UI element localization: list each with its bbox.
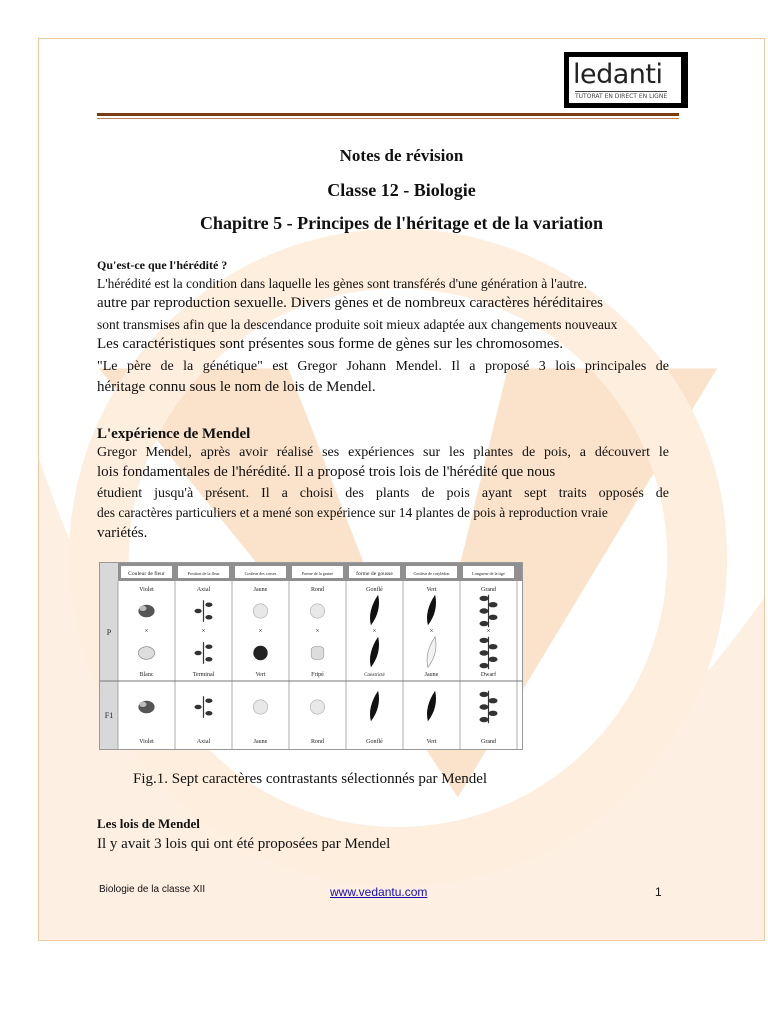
plant-leaf <box>489 602 498 607</box>
plant-leaf <box>205 711 212 716</box>
cross-symbol: × <box>258 627 263 635</box>
paragraph-line: Il y avait 3 lois qui ont été proposées par Mendel <box>97 836 391 852</box>
trait-label: Axial <box>196 739 211 745</box>
traits-table <box>100 563 522 749</box>
paragraph-line: variétés. <box>97 525 148 541</box>
paragraph-line: L'hérédité est la condition dans laquelle les gènes sont transférés d'une génération à l'autre. <box>97 276 588 291</box>
doc-title-notes: Notes de révision <box>339 146 464 165</box>
trait-label: Jaune <box>424 672 439 678</box>
header-rule-thin <box>97 118 679 119</box>
paragraph-line: des caractères particuliers et a mené son expérience sur 14 plantes de pois à reproduction vraie <box>97 505 608 520</box>
plant-leaf <box>195 705 202 710</box>
plant-leaf <box>489 657 498 662</box>
table-header-label: Longueur de la tige <box>472 571 505 576</box>
paragraph-line: Les caractéristiques sont présentes sous forme de gènes sur les chromosomes. <box>97 336 564 352</box>
trait-label: Gonflé <box>366 739 383 745</box>
page <box>38 38 765 941</box>
plant-leaf <box>480 692 489 697</box>
trait-label: Grand <box>481 587 496 593</box>
paragraph-line: lois fondamentales de l'hérédité. Il a proposé trois lois de l'hérédité que nous <box>97 464 556 480</box>
section-heading-lois: Les lois de Mendel <box>97 816 200 831</box>
paragraph-line: étudient jusqu'à présent. Il a choisi des plants de pois ayant sept traits opposés de <box>97 486 669 501</box>
trait-label: Blanc <box>139 672 154 678</box>
doc-title-class: Classe 12 - Biologie <box>327 180 476 200</box>
trait-label: Jaune <box>253 739 268 745</box>
plant-leaf <box>205 615 212 620</box>
trait-label: Terminal <box>192 672 215 678</box>
trait-label: Vert <box>426 739 437 745</box>
trait-label: Violet <box>139 739 154 745</box>
cross-symbol: × <box>144 627 149 635</box>
trait-label: Rond <box>310 587 325 593</box>
wrinkled-seed-icon <box>311 647 324 660</box>
paragraph-line: sont transmises afin que la descendance produite soit mieux adaptée aux changements nouveaux <box>97 317 618 332</box>
paragraph-line: autre par reproduction sexuelle. Divers gènes et de nombreux caractères héréditaires <box>97 295 604 311</box>
logo-tagline: TUTORAT EN DIRECT EN LIGNE <box>575 93 668 100</box>
plant-leaf <box>489 644 498 649</box>
table-header-label: Forme de la graine <box>301 571 334 576</box>
cross-symbol: × <box>372 627 377 635</box>
pod-icon <box>370 637 379 668</box>
plant-leaf <box>195 651 202 656</box>
flower-icon <box>138 647 154 660</box>
trait-label: Vert <box>255 672 266 678</box>
row-label-p: P <box>106 628 112 637</box>
header-rule <box>97 113 679 116</box>
seed-icon <box>310 700 324 714</box>
pod-icon <box>427 595 436 626</box>
cross-symbol: × <box>201 627 206 635</box>
doc-title-chapter: Chapitre 5 - Principes de l'héritage et de la variation <box>199 213 604 233</box>
seed-icon <box>253 700 267 714</box>
paragraph-line: héritage connu sous le nom de lois de Mendel. <box>97 379 376 395</box>
plant-leaf <box>205 698 212 703</box>
trait-label: Fripé <box>311 672 324 678</box>
pod-icon <box>370 691 379 722</box>
trait-label: Axial <box>196 587 211 593</box>
plant-leaf <box>480 717 489 722</box>
flower-petal <box>139 606 146 611</box>
plant-leaf <box>480 663 489 668</box>
trait-label: Grand <box>481 739 496 745</box>
page-number: 1 <box>655 885 662 899</box>
trait-label: Vert <box>426 587 437 593</box>
seed-icon <box>253 604 267 618</box>
table-header-label: Couleur de cotylédon <box>413 571 450 576</box>
plant-leaf <box>205 602 212 607</box>
plant-leaf <box>205 644 212 649</box>
seed-icon <box>310 604 324 618</box>
trait-label: Violet <box>139 587 154 593</box>
trait-label: Jaune <box>253 587 268 593</box>
cross-symbol: × <box>486 627 491 635</box>
footer-course: Biologie de la classe XII <box>99 884 206 895</box>
plant-leaf <box>480 650 489 655</box>
flower-petal <box>139 702 146 707</box>
table-header-label: Position de la fleur <box>187 571 220 576</box>
plant-leaf <box>195 609 202 614</box>
trait-label: Rond <box>310 739 325 745</box>
table-header-label: forme de gousse <box>356 571 393 577</box>
row-label-f1: F1 <box>104 711 114 720</box>
logo-name: ledanti <box>573 59 663 90</box>
table-header-label: Couleur de fleur <box>128 571 165 577</box>
trait-label: Gonflé <box>366 587 383 593</box>
pod-icon <box>427 637 436 668</box>
paragraph-line: Gregor Mendel, après avoir réalisé ses expériences sur les plantes de pois, a découvert le <box>97 445 669 460</box>
plant-leaf <box>480 704 489 709</box>
plant-leaf <box>480 608 489 613</box>
pod-icon <box>370 595 379 626</box>
trait-label: Dwarf <box>480 672 497 678</box>
plant-leaf <box>480 638 489 643</box>
plant-leaf <box>480 596 489 601</box>
trait-label: Constricté <box>364 673 385 678</box>
cross-symbol: × <box>315 627 320 635</box>
paragraph-line: "Le père de la génétique" est Gregor Johann Mendel. Il a proposé 3 lois principales de <box>97 359 669 374</box>
figure-caption: Fig.1. Sept caractères contrastants sélectionnés par Mendel <box>133 771 488 787</box>
footer-website-link[interactable]: www.vedantu.com <box>330 885 428 899</box>
brand-logo <box>564 52 688 108</box>
table-header-label: Couleur des cosses <box>244 571 277 576</box>
plant-leaf <box>489 698 498 703</box>
pod-icon <box>427 691 436 722</box>
plant-leaf <box>489 615 498 620</box>
plant-leaf <box>205 657 212 662</box>
row-label-band <box>100 563 118 749</box>
section-heading-experience: L'expérience de Mendel <box>97 426 251 442</box>
mendel-traits-figure <box>99 562 523 750</box>
plant-leaf <box>489 711 498 716</box>
section-heading-heredite: Qu'est-ce que l'hérédité ? <box>97 258 228 272</box>
cross-symbol: × <box>429 627 434 635</box>
plant-leaf <box>480 621 489 626</box>
seed-icon <box>253 646 267 660</box>
